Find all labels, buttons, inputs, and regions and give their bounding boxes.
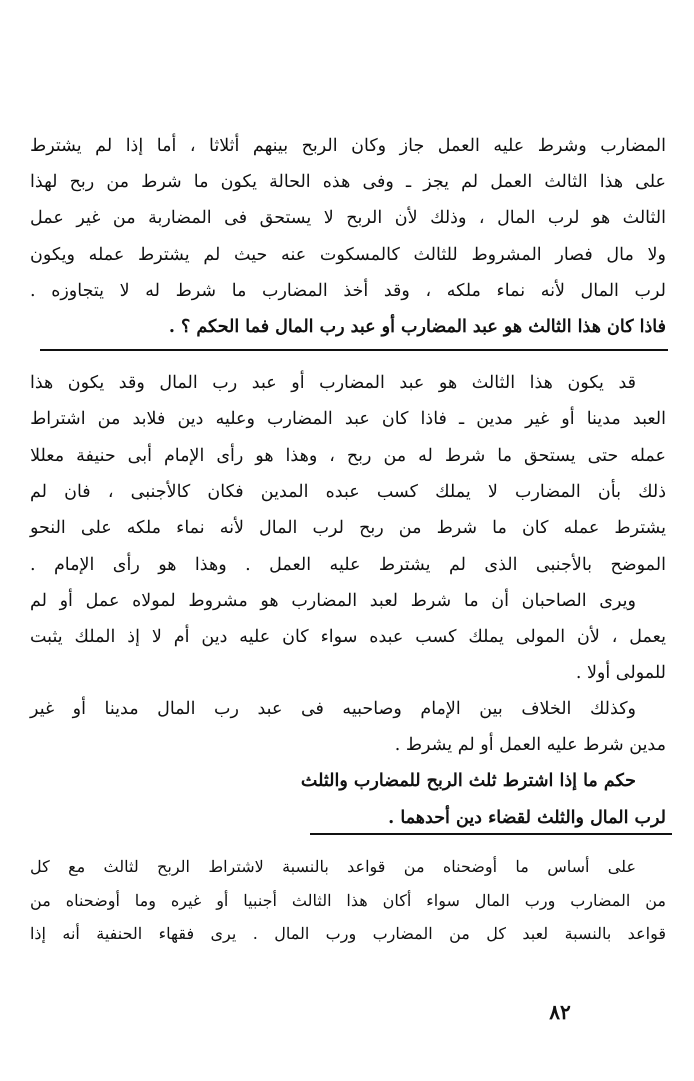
text-line: لرب المال لأنه نماء ملكه ، وقد أخذ المضارب ما شرط له لا يتجاوزه . [30,281,666,301]
text-line: وكذلك الخلاف بين الإمام وصاحبيه فى عبد رب المال مدينا أو غير [30,699,636,719]
text-line: ذلك بأن المضارب لا يملك كسب عبده المدين فكان كالأجنبى ، فان لم [29,482,666,502]
text-line: الموضح بالأجنبى الذى لم يشترط عليه العمل . وهذا هو رأى الإمام . [29,555,666,575]
text-line: فاذا كان هذا الثالث هو عبد المضارب أو عبد رب المال فما الحكم ؟ . [168,317,666,337]
text-line: قواعد بالنسبة لعبد كل من المضارب ورب المال . يرى فقهاء الحنفية أنه إذا [29,924,666,943]
page-number: ٨٢ [549,1000,571,1024]
footnote-divider [310,833,672,835]
text-line: يشترط عمله كان ما شرط من ربح لرب المال لأنه نماء ملكه على النحو [29,518,666,538]
text-line: الثالث هو لرب المال ، وذلك لأن الربح لا يستحق فى المضاربة من غير عمل [30,208,666,228]
text-line: قد يكون هذا الثالث هو عبد المضارب أو عبد رب المال وقد يكون هذا [29,373,636,393]
text-line: على هذا الثالث العمل لم يجز ـ وفى هذه الحالة يكون ما شرط من ربح لهذا [30,172,666,192]
text-line: العبد مدينا أو غير مدين ـ فاذا كان عبد المضارب وعليه دين فلابد من اشتراط [30,409,666,429]
text-line: المضارب وشرط عليه العمل جاز وكان الربح بينهم أثلاثا ، أما إذا لم يشترط [30,136,666,156]
text-line: للمولى أولا . [575,663,666,683]
text-line: على أساس ما أوضحناه من قواعد بالنسبة لاشتراط الربح لثالث مع كل [30,857,636,876]
text-line: مدين شرط عليه العمل أو لم يشرط . [394,735,666,755]
text-line: ولا مال فصار المشروط للثالث كالمسكوت عنه حيث لم يشترط عمله ويكون [30,245,666,265]
text-line: عمله حتى يستحق ما شرط له من ربح ، وهذا هو رأى الإمام أبى حنيفة معللا [30,446,666,466]
text-line: ويرى الصاحبان أن ما شرط لعبد المضارب هو مشروط لمولاه عمل أو لم [29,591,636,611]
text-line: لرب المال والثلث لقضاء دين أحدهما . [388,808,666,828]
text-line: يعمل ، لأن المولى يملك كسب عبده سواء كان عليه دين أم لا إذ الملك يثبت [29,627,666,647]
text-line: حكم ما إذا اشترط ثلث الربح للمضارب والثلث [300,771,636,791]
text-line: من المضارب ورب المال سواء أكان هذا الثالث أجنبيا أو غيره وما أوضحناه من [30,891,666,910]
section-divider [40,349,668,351]
